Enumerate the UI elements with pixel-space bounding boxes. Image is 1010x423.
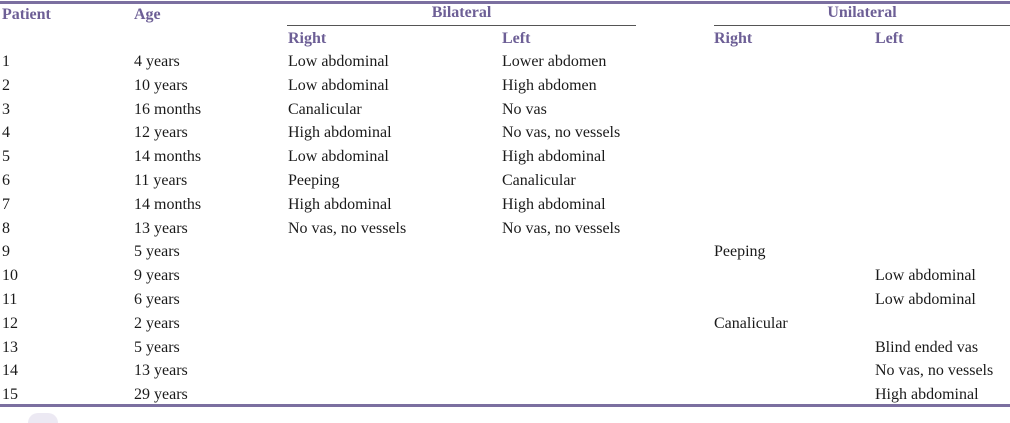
cell-age: 14 months	[134, 148, 202, 166]
cell-bilateral-right: Low abdominal	[288, 53, 389, 70]
cell-patient: 13	[2, 338, 18, 356]
table-body	[0, 51, 1010, 408]
cell-bilateral-left: Lower abdomen	[502, 53, 607, 70]
cell-age: 5 years	[134, 243, 180, 261]
cell-bilateral-left: Canalicular	[502, 171, 576, 189]
table-row	[0, 313, 1010, 337]
cell-bilateral-right: High abdominal	[288, 124, 392, 142]
cell-bilateral-left: High abdominal	[502, 195, 606, 213]
cell-patient: 14	[2, 362, 18, 380]
cell-patient: 6	[2, 171, 10, 189]
cell-age: 29 years	[134, 386, 188, 404]
table-row	[0, 194, 1010, 218]
cell-patient: 5	[2, 148, 10, 166]
cell-unilateral-left: Low abdominal	[875, 267, 976, 285]
cell-bilateral-right: High abdominal	[288, 195, 392, 213]
table-row	[0, 265, 1010, 289]
cell-unilateral-right: Canalicular	[714, 314, 788, 332]
table-row	[0, 289, 1010, 313]
cell-patient: 2	[2, 76, 10, 94]
cell-bilateral-right: No vas, no vessels	[288, 219, 407, 237]
cell-unilateral-left: Low abdominal	[875, 290, 976, 308]
table-row	[0, 75, 1010, 99]
cell-age: 9 years	[134, 267, 180, 285]
table-row	[0, 360, 1010, 384]
cell-bilateral-right: Low abdominal	[288, 76, 389, 94]
cell-unilateral-left: High abdominal	[875, 386, 979, 404]
cell-age: 2 years	[134, 314, 180, 332]
cell-age: 10 years	[134, 76, 188, 94]
table-row	[0, 122, 1010, 146]
unilateral-group-rule	[714, 25, 1010, 26]
cell-bilateral-left: High abdominal	[502, 148, 606, 166]
bilateral-group-rule	[287, 25, 636, 26]
cell-age: 13 years	[134, 219, 188, 237]
page-corner-decoration	[28, 413, 58, 423]
cell-unilateral-right: Peeping	[714, 243, 766, 261]
cell-unilateral-left: Blind ended vas	[875, 338, 979, 356]
table-row	[0, 51, 1010, 75]
cell-patient: 9	[2, 243, 10, 261]
cell-bilateral-left: No vas	[502, 100, 547, 118]
cell-age: 11 years	[134, 171, 188, 189]
cell-patient: 7	[2, 195, 10, 213]
table-row	[0, 146, 1010, 170]
cell-bilateral-left: High abdomen	[502, 76, 597, 94]
cell-patient: 1	[2, 53, 10, 70]
header-unilateral-right: Right	[714, 30, 753, 47]
header-unilateral-left: Left	[875, 30, 904, 47]
header-unilateral: Unilateral	[827, 4, 897, 21]
cell-bilateral-right: Canalicular	[288, 100, 362, 118]
cell-bilateral-right: Peeping	[288, 171, 340, 189]
cell-bilateral-left: No vas, no vessels	[502, 219, 621, 237]
cell-patient: 3	[2, 100, 10, 118]
table-bottom-rule	[0, 404, 1010, 407]
cell-bilateral-left: No vas, no vessels	[502, 124, 621, 142]
cell-patient: 8	[2, 219, 10, 237]
cell-age: 5 years	[134, 338, 180, 356]
cell-unilateral-left: No vas, no vessels	[875, 362, 994, 380]
cell-patient: 12	[2, 314, 18, 332]
cell-patient: 10	[2, 267, 18, 285]
cell-age: 13 years	[134, 362, 188, 380]
cell-bilateral-right: Low abdominal	[288, 148, 389, 166]
cell-age: 6 years	[134, 290, 180, 308]
table-row	[0, 337, 1010, 361]
header-bilateral: Bilateral	[431, 4, 492, 21]
cell-age: 14 months	[134, 195, 202, 213]
header-patient: Patient	[2, 6, 51, 23]
table-row	[0, 241, 1010, 265]
cell-patient: 15	[2, 386, 18, 404]
table-row	[0, 99, 1010, 123]
header-bilateral-right: Right	[288, 30, 327, 47]
cell-age: 12 years	[134, 124, 188, 142]
cell-patient: 11	[2, 290, 18, 308]
cell-age: 16 months	[134, 100, 202, 118]
cell-age: 4 years	[134, 53, 180, 70]
cell-patient: 4	[2, 124, 10, 142]
header-bilateral-left: Left	[502, 30, 531, 47]
table-row	[0, 170, 1010, 194]
table-row	[0, 218, 1010, 242]
header-age: Age	[134, 6, 161, 23]
